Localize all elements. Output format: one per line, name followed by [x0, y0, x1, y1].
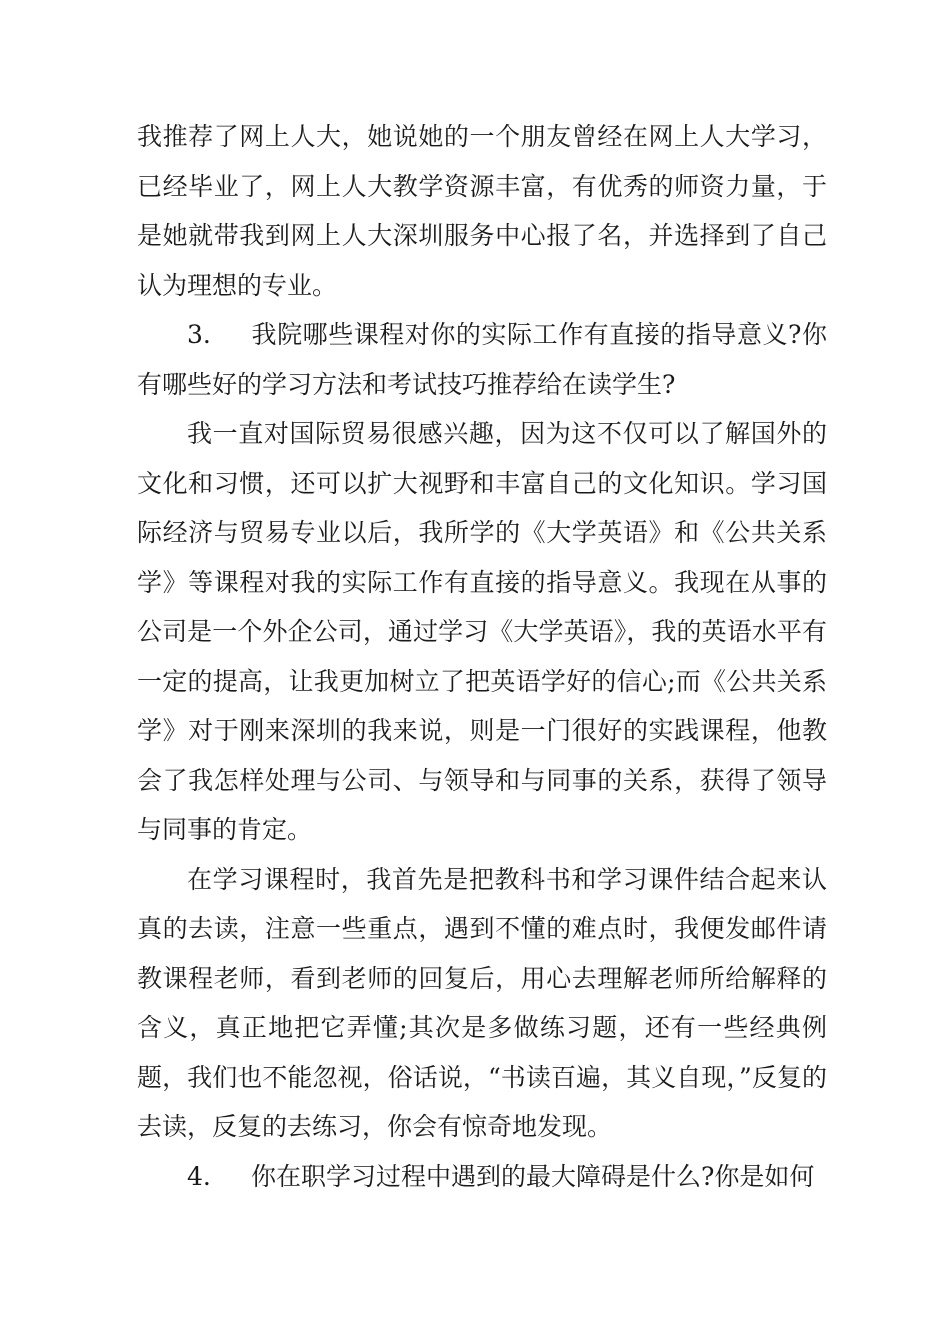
question-number: 4. [187, 1161, 211, 1191]
document-body [137, 112, 827, 1201]
paragraph-study-method: 在学习课程时，我首先是把教科书和学习课件结合起来认真的去读，注意一些重点，遇到不懂的难点时，我便发邮件请教课程老师，看到老师的回复后，用心去理解老师所给解释的含义，真正地把它弄懂;其次是多做练习题，还有一些经典例题，我们也不能忽视，俗话说，“书读百遍，其义自现，”反复的去读，反复的去练习，你会有惊奇地发现。 [137, 864, 827, 1141]
question-4 [137, 1152, 827, 1202]
paragraph-continuation: 我推荐了网上人大，她说她的一个朋友曾经在网上人大学习，已经毕业了，网上人大教学资源丰富，有优秀的师资力量，于是她就带我到网上人大深圳服务中心报了名，并选择到了自己认为理想的专业。 [137, 122, 827, 300]
question-3 [137, 310, 827, 409]
question-text: 我院哪些课程对你的实际工作有直接的指导意义?你有哪些好的学习方法和考试技巧推荐给在读学生? [137, 320, 827, 399]
paragraph-answer-courses: 我一直对国际贸易很感兴趣，因为这不仅可以了解国外的文化和习惯，还可以扩大视野和丰富自己的文化知识。学习国际经济与贸易专业以后，我所学的《大学英语》和《公共关系学》等课程对我的实际工作有直接的指导意义。我现在从事的公司是一个外企公司，通过学习《大学英语》，我的英语水平有一定的提高，让我更加树立了把英语学好的信心;而《公共关系学》对于刚来深圳的我来说，则是一门很好的实践课程，他教会了我怎样处理与公司、与领导和与同事的关系，获得了领导与同事的肯定。 [137, 419, 827, 844]
question-text: 你在职学习过程中遇到的最大障碍是什么?你是如何 [251, 1161, 815, 1191]
question-number: 3. [187, 320, 211, 349]
